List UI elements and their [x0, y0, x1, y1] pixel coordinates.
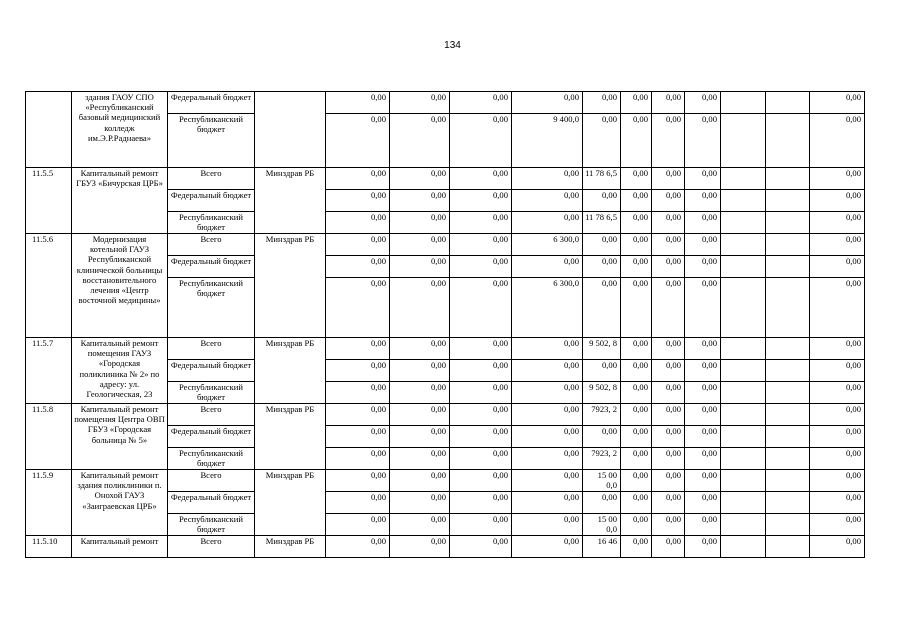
cell-v5: 0,00	[583, 114, 621, 168]
cell-v2: 0,00	[390, 212, 450, 234]
cell-source: Республиканский бюджет	[168, 514, 255, 536]
cell-v11: 0,00	[810, 190, 865, 212]
cell-v9	[721, 256, 766, 278]
cell-v5: 0,00	[583, 426, 621, 448]
cell-source: Всего	[168, 168, 255, 190]
cell-v2: 0,00	[390, 114, 450, 168]
cell-source: Республиканский бюджет	[168, 114, 255, 168]
cell-v6: 0,00	[621, 448, 652, 470]
cell-v10	[766, 404, 810, 426]
cell-v7: 0,00	[652, 168, 685, 190]
cell-v7: 0,00	[652, 470, 685, 492]
cell-v1: 0,00	[326, 212, 390, 234]
cell-v8: 0,00	[685, 114, 721, 168]
cell-v10	[766, 382, 810, 404]
cell-source: Республиканский бюджет	[168, 212, 255, 234]
cell-name: здания ГАОУ СПО «Республиканский базовый медицинский колледж им.Э.Р.Раднаева»	[72, 92, 168, 168]
cell-v1: 0,00	[326, 404, 390, 426]
cell-v10	[766, 514, 810, 536]
cell-v11: 0,00	[810, 448, 865, 470]
cell-v4: 0,00	[512, 382, 583, 404]
cell-v1: 0,00	[326, 234, 390, 256]
cell-v4: 0,00	[512, 426, 583, 448]
cell-v11: 0,00	[810, 536, 865, 558]
cell-v2: 0,00	[390, 234, 450, 256]
cell-exec	[255, 92, 326, 168]
cell-v5: 7923, 2	[583, 404, 621, 426]
cell-v10	[766, 168, 810, 190]
cell-v4: 0,00	[512, 536, 583, 558]
cell-v11: 0,00	[810, 92, 865, 114]
cell-v1: 0,00	[326, 536, 390, 558]
cell-v3: 0,00	[450, 382, 512, 404]
cell-v11: 0,00	[810, 278, 865, 338]
cell-v10	[766, 278, 810, 338]
table-row	[26, 404, 865, 426]
cell-v8: 0,00	[685, 536, 721, 558]
cell-exec: Минздрав РБ	[255, 338, 326, 404]
cell-v2: 0,00	[390, 536, 450, 558]
cell-v3: 0,00	[450, 256, 512, 278]
cell-v4: 6 300,0	[512, 234, 583, 256]
cell-v3: 0,00	[450, 470, 512, 492]
cell-v7: 0,00	[652, 234, 685, 256]
cell-v11: 0,00	[810, 114, 865, 168]
cell-v8: 0,00	[685, 382, 721, 404]
cell-v6: 0,00	[621, 470, 652, 492]
cell-v9	[721, 448, 766, 470]
cell-v9	[721, 492, 766, 514]
cell-v4: 0,00	[512, 360, 583, 382]
cell-source: Всего	[168, 470, 255, 492]
cell-v11: 0,00	[810, 338, 865, 360]
cell-v9	[721, 338, 766, 360]
cell-v4: 0,00	[512, 514, 583, 536]
cell-v5: 0,00	[583, 234, 621, 256]
cell-v6: 0,00	[621, 360, 652, 382]
cell-v2: 0,00	[390, 426, 450, 448]
cell-v3: 0,00	[450, 426, 512, 448]
cell-v8: 0,00	[685, 426, 721, 448]
cell-v2: 0,00	[390, 448, 450, 470]
cell-v2: 0,00	[390, 360, 450, 382]
cell-v10	[766, 536, 810, 558]
cell-v9	[721, 212, 766, 234]
cell-source: Республиканский бюджет	[168, 278, 255, 338]
cell-source: Федеральный бюджет	[168, 426, 255, 448]
cell-v5: 16 46	[583, 536, 621, 558]
cell-v3: 0,00	[450, 168, 512, 190]
table-row	[26, 470, 865, 492]
cell-code: 11.5.10	[26, 536, 72, 558]
cell-v10	[766, 92, 810, 114]
cell-code: 11.5.6	[26, 234, 72, 338]
cell-source: Республиканский бюджет	[168, 382, 255, 404]
cell-v7: 0,00	[652, 448, 685, 470]
cell-v10	[766, 470, 810, 492]
cell-code: 11.5.7	[26, 338, 72, 404]
cell-v11: 0,00	[810, 470, 865, 492]
cell-v1: 0,00	[326, 278, 390, 338]
cell-v2: 0,00	[390, 92, 450, 114]
cell-v5: 0,00	[583, 360, 621, 382]
cell-v9	[721, 536, 766, 558]
cell-v3: 0,00	[450, 114, 512, 168]
cell-v6: 0,00	[621, 190, 652, 212]
table-body	[26, 92, 865, 558]
cell-v10	[766, 212, 810, 234]
cell-v10	[766, 492, 810, 514]
cell-v3: 0,00	[450, 360, 512, 382]
cell-v5: 15 00 0,0	[583, 470, 621, 492]
cell-v3: 0,00	[450, 234, 512, 256]
cell-v5: 7923, 2	[583, 448, 621, 470]
cell-v1: 0,00	[326, 190, 390, 212]
cell-v2: 0,00	[390, 190, 450, 212]
cell-v6: 0,00	[621, 404, 652, 426]
cell-v6: 0,00	[621, 256, 652, 278]
cell-exec: Минздрав РБ	[255, 168, 326, 234]
cell-v3: 0,00	[450, 404, 512, 426]
cell-v11: 0,00	[810, 256, 865, 278]
cell-exec: Минздрав РБ	[255, 470, 326, 536]
cell-source: Федеральный бюджет	[168, 360, 255, 382]
cell-source: Республиканский бюджет	[168, 448, 255, 470]
cell-name: Модернизация котельной ГАУЗ Республиканской клинической больницы восстановительного лечения «Центр восточной медицины»	[72, 234, 168, 338]
cell-v1: 0,00	[326, 514, 390, 536]
cell-v4: 0,00	[512, 256, 583, 278]
cell-v5: 0,00	[583, 256, 621, 278]
cell-v10	[766, 338, 810, 360]
cell-v9	[721, 382, 766, 404]
cell-v8: 0,00	[685, 514, 721, 536]
cell-v9	[721, 234, 766, 256]
cell-v4: 0,00	[512, 470, 583, 492]
cell-v7: 0,00	[652, 92, 685, 114]
cell-v9	[721, 168, 766, 190]
cell-v9	[721, 514, 766, 536]
cell-v11: 0,00	[810, 426, 865, 448]
cell-v5: 11 78 6,5	[583, 168, 621, 190]
page-number: 134	[444, 40, 461, 51]
cell-v8: 0,00	[685, 212, 721, 234]
cell-v9	[721, 426, 766, 448]
cell-code: 11.5.9	[26, 470, 72, 536]
cell-source: Всего	[168, 234, 255, 256]
cell-v5: 15 00 0,0	[583, 514, 621, 536]
cell-v3: 0,00	[450, 448, 512, 470]
cell-v5: 9 502, 8	[583, 338, 621, 360]
cell-v7: 0,00	[652, 514, 685, 536]
cell-v10	[766, 190, 810, 212]
cell-v8: 0,00	[685, 190, 721, 212]
cell-name: Капитальный ремонт помещения Центра ОВП ГБУЗ «Городская больница № 5»	[72, 404, 168, 470]
cell-v6: 0,00	[621, 234, 652, 256]
cell-v8: 0,00	[685, 278, 721, 338]
cell-v10	[766, 426, 810, 448]
cell-v3: 0,00	[450, 492, 512, 514]
cell-v7: 0,00	[652, 360, 685, 382]
cell-v1: 0,00	[326, 360, 390, 382]
cell-v1: 0,00	[326, 470, 390, 492]
cell-v10	[766, 256, 810, 278]
cell-v8: 0,00	[685, 338, 721, 360]
cell-v5: 0,00	[583, 492, 621, 514]
cell-v4: 0,00	[512, 190, 583, 212]
cell-v11: 0,00	[810, 168, 865, 190]
cell-v8: 0,00	[685, 92, 721, 114]
cell-v1: 0,00	[326, 448, 390, 470]
cell-v2: 0,00	[390, 338, 450, 360]
cell-exec: Минздрав РБ	[255, 234, 326, 338]
cell-v6: 0,00	[621, 338, 652, 360]
cell-v3: 0,00	[450, 278, 512, 338]
cell-v7: 0,00	[652, 426, 685, 448]
cell-v7: 0,00	[652, 404, 685, 426]
cell-exec: Минздрав РБ	[255, 536, 326, 558]
cell-exec: Минздрав РБ	[255, 404, 326, 470]
cell-v8: 0,00	[685, 256, 721, 278]
cell-v1: 0,00	[326, 426, 390, 448]
budget-table	[25, 91, 865, 558]
cell-source: Всего	[168, 338, 255, 360]
cell-v1: 0,00	[326, 492, 390, 514]
cell-v2: 0,00	[390, 278, 450, 338]
cell-name: Капитальный ремонт ГБУЗ «Бичурская ЦРБ»	[72, 168, 168, 234]
cell-v3: 0,00	[450, 190, 512, 212]
cell-v1: 0,00	[326, 382, 390, 404]
cell-code: 11.5.8	[26, 404, 72, 470]
cell-v6: 0,00	[621, 536, 652, 558]
cell-v6: 0,00	[621, 382, 652, 404]
cell-v4: 0,00	[512, 338, 583, 360]
cell-v7: 0,00	[652, 212, 685, 234]
cell-v10	[766, 234, 810, 256]
cell-v2: 0,00	[390, 382, 450, 404]
cell-v3: 0,00	[450, 212, 512, 234]
cell-v5: 0,00	[583, 190, 621, 212]
cell-v11: 0,00	[810, 234, 865, 256]
cell-v11: 0,00	[810, 382, 865, 404]
cell-source: Федеральный бюджет	[168, 256, 255, 278]
cell-v8: 0,00	[685, 360, 721, 382]
cell-v9	[721, 190, 766, 212]
cell-v3: 0,00	[450, 536, 512, 558]
cell-v7: 0,00	[652, 382, 685, 404]
cell-v2: 0,00	[390, 404, 450, 426]
cell-code	[26, 92, 72, 168]
cell-v4: 0,00	[512, 448, 583, 470]
cell-v8: 0,00	[685, 492, 721, 514]
cell-v2: 0,00	[390, 168, 450, 190]
cell-source: Всего	[168, 404, 255, 426]
cell-v11: 0,00	[810, 212, 865, 234]
cell-v2: 0,00	[390, 470, 450, 492]
cell-v2: 0,00	[390, 492, 450, 514]
cell-v4: 0,00	[512, 212, 583, 234]
table-row	[26, 338, 865, 360]
cell-v6: 0,00	[621, 168, 652, 190]
cell-v4: 0,00	[512, 404, 583, 426]
cell-v10	[766, 360, 810, 382]
cell-v5: 9 502, 8	[583, 382, 621, 404]
cell-v11: 0,00	[810, 492, 865, 514]
cell-v3: 0,00	[450, 338, 512, 360]
cell-name: Капитальный ремонт помещения ГАУЗ «Городская поликлиника № 2» по адресу: ул. Геологическая, 23	[72, 338, 168, 404]
cell-source: Всего	[168, 536, 255, 558]
cell-v1: 0,00	[326, 168, 390, 190]
cell-v11: 0,00	[810, 404, 865, 426]
cell-v6: 0,00	[621, 278, 652, 338]
cell-v7: 0,00	[652, 338, 685, 360]
cell-v8: 0,00	[685, 234, 721, 256]
cell-v5: 11 78 6,5	[583, 212, 621, 234]
table-row	[26, 234, 865, 256]
cell-v11: 0,00	[810, 360, 865, 382]
cell-v9	[721, 114, 766, 168]
cell-code: 11.5.5	[26, 168, 72, 234]
cell-v6: 0,00	[621, 212, 652, 234]
cell-name: Капитальный ремонт здания поликлиники п. Онохой ГАУЗ «Заиграевская ЦРБ»	[72, 470, 168, 536]
cell-v7: 0,00	[652, 256, 685, 278]
cell-v4: 9 400,0	[512, 114, 583, 168]
cell-v1: 0,00	[326, 92, 390, 114]
cell-v10	[766, 448, 810, 470]
cell-v7: 0,00	[652, 190, 685, 212]
cell-v1: 0,00	[326, 114, 390, 168]
cell-v8: 0,00	[685, 168, 721, 190]
cell-v11: 0,00	[810, 514, 865, 536]
cell-v2: 0,00	[390, 256, 450, 278]
cell-v7: 0,00	[652, 114, 685, 168]
cell-v7: 0,00	[652, 278, 685, 338]
cell-v1: 0,00	[326, 256, 390, 278]
cell-v6: 0,00	[621, 114, 652, 168]
cell-v4: 0,00	[512, 492, 583, 514]
cell-v10	[766, 114, 810, 168]
cell-v1: 0,00	[326, 338, 390, 360]
cell-v7: 0,00	[652, 492, 685, 514]
cell-v6: 0,00	[621, 92, 652, 114]
cell-v6: 0,00	[621, 426, 652, 448]
cell-v9	[721, 404, 766, 426]
cell-v6: 0,00	[621, 514, 652, 536]
cell-v3: 0,00	[450, 514, 512, 536]
cell-v9	[721, 470, 766, 492]
cell-source: Федеральный бюджет	[168, 92, 255, 114]
cell-v4: 0,00	[512, 92, 583, 114]
cell-v9	[721, 278, 766, 338]
cell-v8: 0,00	[685, 470, 721, 492]
table-row	[26, 92, 865, 114]
cell-v7: 0,00	[652, 536, 685, 558]
cell-v4: 0,00	[512, 168, 583, 190]
cell-name: Капитальный ремонт	[72, 536, 168, 558]
cell-source: Федеральный бюджет	[168, 190, 255, 212]
table-row	[26, 168, 865, 190]
cell-v5: 0,00	[583, 278, 621, 338]
table-row	[26, 536, 865, 558]
cell-v9	[721, 92, 766, 114]
cell-v8: 0,00	[685, 404, 721, 426]
cell-v4: 6 300,0	[512, 278, 583, 338]
cell-v6: 0,00	[621, 492, 652, 514]
cell-v8: 0,00	[685, 448, 721, 470]
cell-v3: 0,00	[450, 92, 512, 114]
cell-v2: 0,00	[390, 514, 450, 536]
cell-source: Федеральный бюджет	[168, 492, 255, 514]
cell-v5: 0,00	[583, 92, 621, 114]
cell-v9	[721, 360, 766, 382]
